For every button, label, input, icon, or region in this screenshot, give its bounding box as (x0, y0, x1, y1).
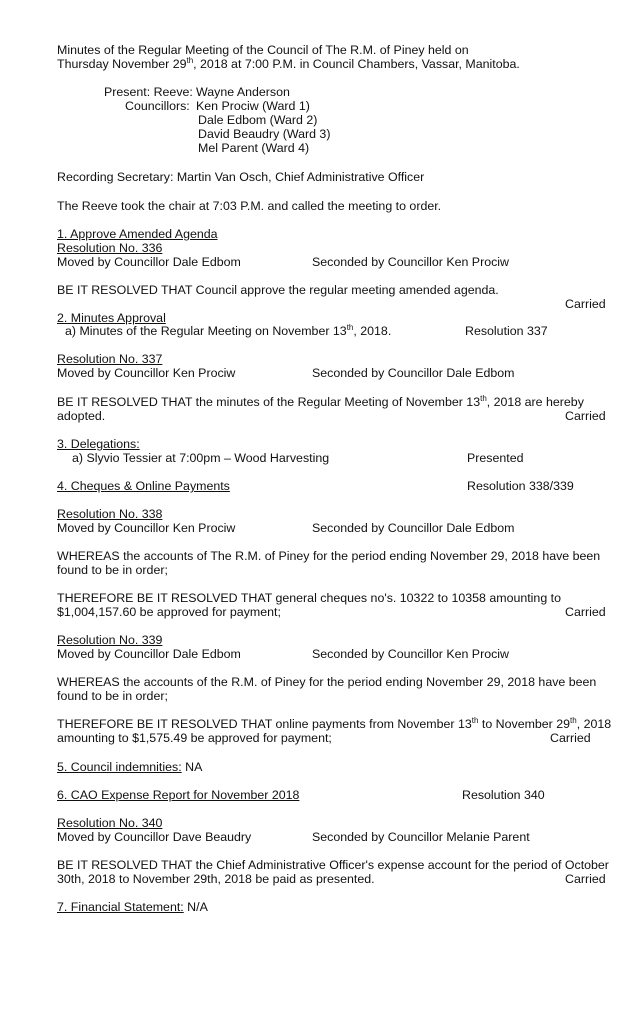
section-4-heading: 4. Cheques & Online Payments (57, 479, 230, 493)
present-reeve-name: Wayne Anderson (196, 85, 290, 99)
resolution-340-carried: Carried (565, 872, 606, 886)
present-reeve-label: Present: Reeve: (104, 85, 193, 99)
councillor-2: Dale Edbom (Ward 2) (198, 113, 318, 127)
resolution-338-whereas-line-2: found to be in order; (57, 563, 168, 577)
section-7-value: N/A (183, 900, 208, 914)
resolution-338-label: Resolution No. 338 (57, 507, 163, 521)
resolution-340-seconded: Seconded by Councillor Melanie Parent (312, 830, 530, 844)
resolution-338-therefore-line-1: THEREFORE BE IT RESOLVED THAT general cheques no's. 10322 to 10358 amounting to (57, 591, 561, 605)
resolution-337-text-line-1: BE IT RESOLVED THAT the minutes of the Regular Meeting of November 13th, 2018 are hereby (57, 393, 584, 409)
section-6-heading: 6. CAO Expense Report for November 2018 (57, 788, 300, 802)
resolution-336-label: Resolution No. 336 (57, 241, 163, 255)
resolution-339-label: Resolution No. 339 (57, 633, 163, 647)
resolution-340-moved: Moved by Councillor Dave Beaudry (57, 830, 252, 844)
resolution-338-seconded: Seconded by Councillor Dale Edbom (312, 521, 515, 535)
resolution-339-therefore-line-2: amounting to $1,575.49 be approved for payment; (57, 731, 332, 745)
resolution-340-text-line-1: BE IT RESOLVED THAT the Chief Administrative Officer's expense account for the period of October (57, 858, 609, 872)
header-line-2: Thursday November 29th, 2018 at 7:00 P.M. in Council Chambers, Vassar, Manitoba. (57, 55, 520, 71)
recording-secretary: Recording Secretary: Martin Van Osch, Chief Administrative Officer (57, 170, 425, 184)
section-7-heading: 7. Financial Statement: (57, 900, 184, 914)
section-6-resolution-ref: Resolution 340 (462, 788, 545, 802)
resolution-337-carried: Carried (565, 409, 606, 423)
delegation-status: Presented (467, 451, 524, 465)
resolution-339-whereas-line-1: WHEREAS the accounts of the R.M. of Piney for the period ending November 29, 2018 have been (57, 675, 597, 689)
councillor-1: Ken Prociw (Ward 1) (196, 99, 310, 113)
section-3-heading: 3. Delegations: (57, 437, 140, 451)
section-5-value: NA (181, 760, 203, 774)
resolution-336-text: BE IT RESOLVED THAT Council approve the regular meeting amended agenda. (57, 283, 499, 297)
section-5 (57, 760, 202, 774)
resolution-339-carried: Carried (550, 731, 591, 745)
resolution-340-label: Resolution No. 340 (57, 816, 163, 830)
minutes-item-a: a) Minutes of the Regular Meeting on November 13th, 2018. (65, 322, 392, 338)
resolution-337-label: Resolution No. 337 (57, 352, 163, 366)
councillor-3: David Beaudry (Ward 3) (198, 127, 331, 141)
resolution-337-moved: Moved by Councillor Ken Prociw (57, 366, 236, 380)
resolution-336-carried: Carried (565, 297, 606, 311)
section-7 (57, 900, 208, 914)
delegation-item-a: a) Slyvio Tessier at 7:00pm – Wood Harvesting (72, 451, 330, 465)
resolution-338-moved: Moved by Councillor Ken Prociw (57, 521, 236, 535)
resolution-339-therefore-line-1: THEREFORE BE IT RESOLVED THAT online payments from November 13th to November 29th, 2018 (57, 715, 612, 731)
minutes-item-resolution: Resolution 337 (465, 324, 548, 338)
opening-statement: The Reeve took the chair at 7:03 P.M. and called the meeting to order. (57, 199, 442, 213)
header-line-1: Minutes of the Regular Meeting of the Council of The R.M. of Piney held on (57, 43, 469, 57)
resolution-338-whereas-line-1: WHEREAS the accounts of The R.M. of Piney for the period ending November 29, 2018 have been (57, 549, 601, 563)
councillor-4: Mel Parent (Ward 4) (198, 141, 310, 155)
resolution-339-whereas-line-2: found to be in order; (57, 689, 168, 703)
section-4-resolution-ref: Resolution 338/339 (467, 479, 574, 493)
resolution-336-seconded: Seconded by Councillor Ken Prociw (312, 255, 509, 269)
section-2-heading: 2. Minutes Approval (57, 311, 166, 325)
resolution-339-moved: Moved by Councillor Dale Edbom (57, 647, 241, 661)
resolution-336-moved: Moved by Councillor Dale Edbom (57, 255, 241, 269)
section-1-heading: 1. Approve Amended Agenda (57, 227, 218, 241)
resolution-337-seconded: Seconded by Councillor Dale Edbom (312, 366, 515, 380)
resolution-338-carried: Carried (565, 605, 606, 619)
present-councillors-label: Councillors: (125, 99, 190, 113)
resolution-338-therefore-line-2: $1,004,157.60 be approved for payment; (57, 605, 281, 619)
resolution-337-text-line-2: adopted. (57, 409, 106, 423)
resolution-340-text-line-2: 30th, 2018 to November 29th, 2018 be paid as presented. (57, 872, 375, 886)
section-5-heading: 5. Council indemnities: (57, 760, 182, 774)
resolution-339-seconded: Seconded by Councillor Ken Prociw (312, 647, 509, 661)
